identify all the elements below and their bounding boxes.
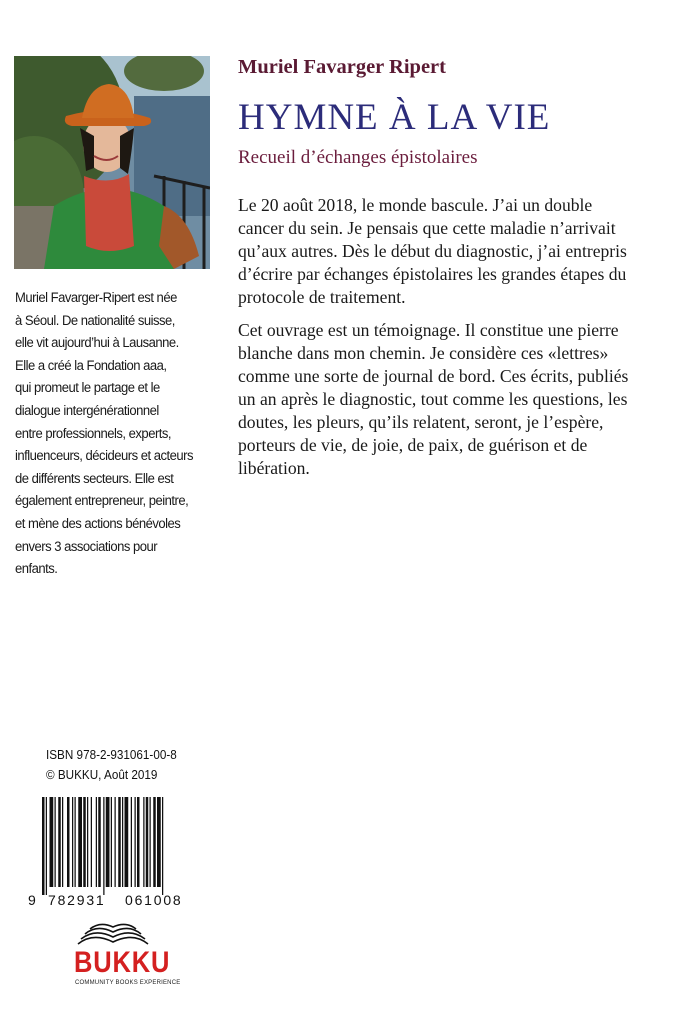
bio-line: envers 3 associations pour [15, 538, 158, 555]
barcode-bar [153, 797, 156, 887]
copyright: © BUKKU, Août 2019 [46, 767, 158, 782]
barcode-bar [72, 797, 73, 887]
barcode-bar [150, 797, 151, 887]
barcode-bar [137, 797, 140, 887]
book-icon [68, 918, 158, 948]
author-name: Muriel Favarger Ripert [238, 56, 446, 78]
bio-line: influenceurs, décideurs et acteurs [15, 448, 193, 465]
isbn-block [46, 745, 177, 785]
barcode-bar [146, 797, 149, 887]
barcode-bar [46, 797, 47, 895]
barcode-digits-right: 061008 [125, 892, 183, 908]
barcode-bar [122, 797, 123, 887]
blurb-paragraph: Cet ouvrage est un témoignage. Il constitue une pierre blanche dans mon chemin. Je considère ces «lettres» comme une sorte de journal de bord. Ces écrits, publiés un an après le diagnostic, tout comme les questions, les doutes, les pleurs, qu’ils relatent, seront, je l’espère, porteurs de vie, de joie, de paix, de guérison et de libération. [238, 320, 629, 478]
barcode-bar [162, 797, 163, 895]
barcode-bar [106, 797, 110, 887]
bio-line: elle vit aujourd’hui à Lausanne. [15, 335, 179, 352]
bio-line: enfants. [15, 561, 58, 578]
barcode-bar [98, 797, 101, 887]
barcode-bar [115, 797, 116, 887]
bio-line: Muriel Favarger-Ripert est née [15, 290, 177, 306]
barcode-bar [91, 797, 92, 887]
barcode-digit-first: 9 [28, 892, 36, 908]
blurb [238, 194, 638, 490]
author-bio [15, 287, 219, 581]
barcode [28, 797, 203, 914]
book-title: HYMNE À LA VIE [238, 97, 551, 138]
barcode-bar [135, 797, 136, 887]
publisher-name: BUKKU [74, 946, 171, 979]
barcode-bar [111, 797, 112, 887]
barcode-bar [58, 797, 61, 887]
barcode-bar [55, 797, 56, 887]
bio-line: qui promeut le partage et le [15, 380, 160, 397]
book-subtitle: Recueil d’échanges épistolaires [238, 147, 478, 168]
barcode-bar [125, 797, 129, 887]
barcode-bar [62, 797, 63, 887]
barcode-bar [67, 797, 70, 887]
bio-line: Elle a créé la Fondation aaa, [15, 357, 167, 374]
bio-line: également entrepreneur, peintre, [15, 493, 189, 510]
isbn-number: ISBN 978-2-931061-00-8 [46, 747, 177, 762]
bio-line: de différents secteurs. Elle est [15, 470, 174, 487]
bio-line: dialogue intergénérationnel [15, 402, 159, 419]
barcode-bars [42, 797, 163, 895]
publisher-tagline: COMMUNITY BOOKS EXPERIENCE [75, 980, 181, 986]
barcode-bar [87, 797, 88, 887]
author-photo [14, 56, 210, 269]
bio-line: à Séoul. De nationalité suisse, [15, 312, 175, 329]
barcode-bar [50, 797, 54, 887]
barcode-bar [131, 797, 132, 887]
barcode-bar [78, 797, 82, 887]
barcode-bar [75, 797, 76, 887]
barcode-bar [157, 797, 161, 887]
bio-line: entre professionnels, experts, [15, 425, 172, 442]
barcode-bar [103, 797, 104, 895]
blurb-paragraph: Le 20 août 2018, le monde bascule. J’ai un double cancer du sein. Je pensais que cette maladie n’arrivait qu’aux autres. Dès le début du diagnostic, j’ai entrepris d’écrire par échanges épistolaires les grandes étapes du protocole de traitement. [238, 195, 627, 307]
barcode-bar [143, 797, 144, 887]
barcode-bar [96, 797, 97, 887]
barcode-bar [118, 797, 121, 887]
barcode-bar [83, 797, 86, 887]
barcode-bar [42, 797, 45, 895]
bio-line: et mène des actions bénévoles [15, 515, 181, 532]
barcode-digits-left: 782931 [48, 892, 106, 908]
